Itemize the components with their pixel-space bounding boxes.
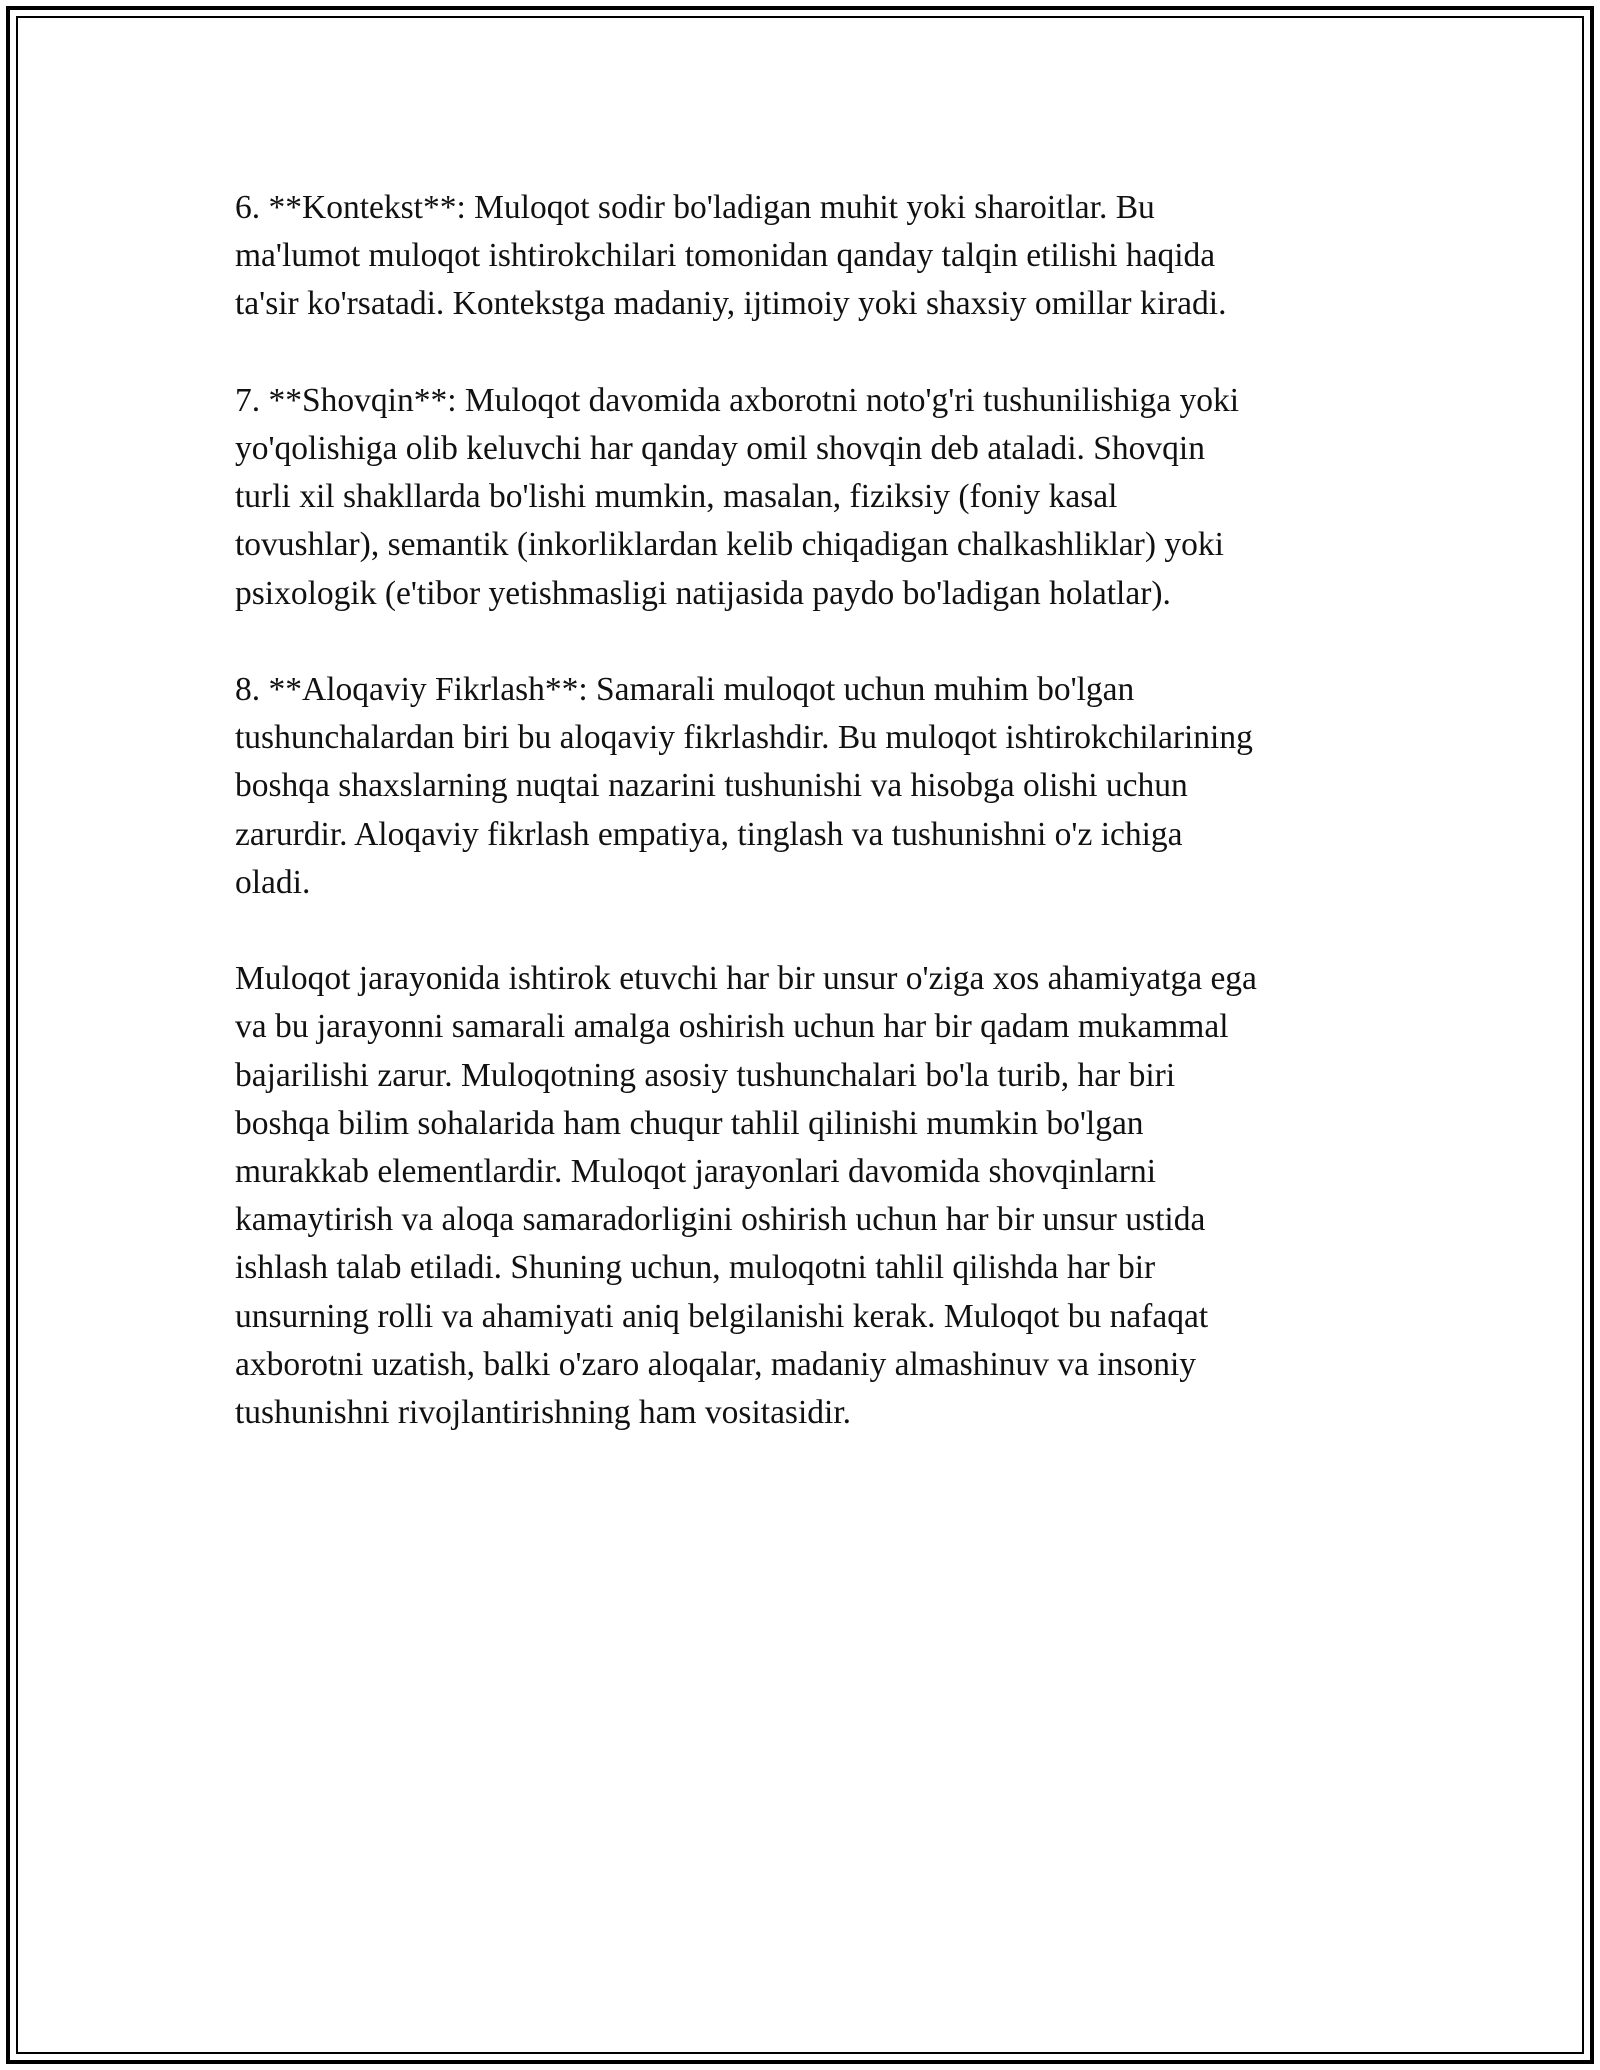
text-line: murakkab elementlardir. Muloqot jarayonlari davomida shovqinlarni [235,1153,1157,1191]
text-line: 7. **Shovqin**: Muloqot davomida axborotni noto'g'ri tushunilishiga yoki [235,381,1240,419]
text-line: yo'qolishiga olib keluvchi har qanday omil shovqin deb ataladi. Shovqin [235,430,1205,467]
text-line: bajarilishi zarur. Muloqotning asosiy tushunchalari bo'la turib, har biri [235,1056,1176,1094]
paragraph-summary [235,955,1365,1437]
paragraph-aloqaviy-fikrlash [235,666,1365,907]
text-line: axborotni uzatish, balki o'zaro aloqalar, madaniy almashinuv va insoniy [235,1345,1197,1383]
text-line: oladi. [235,863,311,901]
text-line: boshqa shaxslarning nuqtai nazarini tushunishi va hisobga olishi uchun [235,767,1188,805]
text-line: Muloqot jarayonida ishtirok etuvchi har bir unsur o'ziga xos ahamiyatga ega [235,960,1257,998]
paragraph-shovqin [235,377,1365,618]
text-line: boshqa bilim sohalarida ham chuqur tahlil qilinishi mumkin bo'lgan [235,1104,1144,1142]
text-line: 8. **Aloqaviy Fikrlash**: Samarali muloqot uchun muhim bo'lgan [235,671,1135,708]
text-line: kamaytirish va aloqa samaradorligini oshirish uchun har bir unsur ustida [235,1201,1206,1239]
text-line: zarurdir. Aloqaviy fikrlash empatiya, tinglash va tushunishni o'z ichiga [235,815,1183,853]
text-line: ishlash talab etiladi. Shuning uchun, muloqotni tahlil qilishda har bir [235,1249,1156,1287]
text-line: ta'sir ko'rsatadi. Kontekstga madaniy, ijtimoiy yoki shaxsiy omillar kiradi. [235,285,1227,323]
text-line: unsurning rolli va ahamiyati aniq belgilanishi kerak. Muloqot bu nafaqat [235,1297,1209,1335]
text-line: ma'lumot muloqot ishtirokchilari tomonidan qanday talqin etilishi haqida [235,237,1216,275]
text-line: 6. **Kontekst**: Muloqot sodir bo'ladigan muhit yoki sharoitlar. Bu [235,189,1155,226]
document-body [235,184,1365,1485]
text-line: psixologik (e'tibor yetishmasligi natijasida paydo bo'ladigan holatlar). [235,574,1171,612]
paragraph-kontekst [235,184,1365,329]
text-line: va bu jarayonni samarali amalga oshirish uchun har bir qadam mukammal [235,1008,1229,1046]
text-line: tushunchalardan biri bu aloqaviy fikrlashdir. Bu muloqot ishtirokchilarining [235,719,1253,757]
text-line: tushunishni rivojlantirishning ham vositasidir. [235,1394,852,1432]
text-line: turli xil shakllarda bo'lishi mumkin, masalan, fiziksiy (foniy kasal [235,478,1118,516]
text-line: tovushlar), semantik (inkorliklardan kelib chiqadigan chalkashliklar) yoki [235,526,1224,564]
